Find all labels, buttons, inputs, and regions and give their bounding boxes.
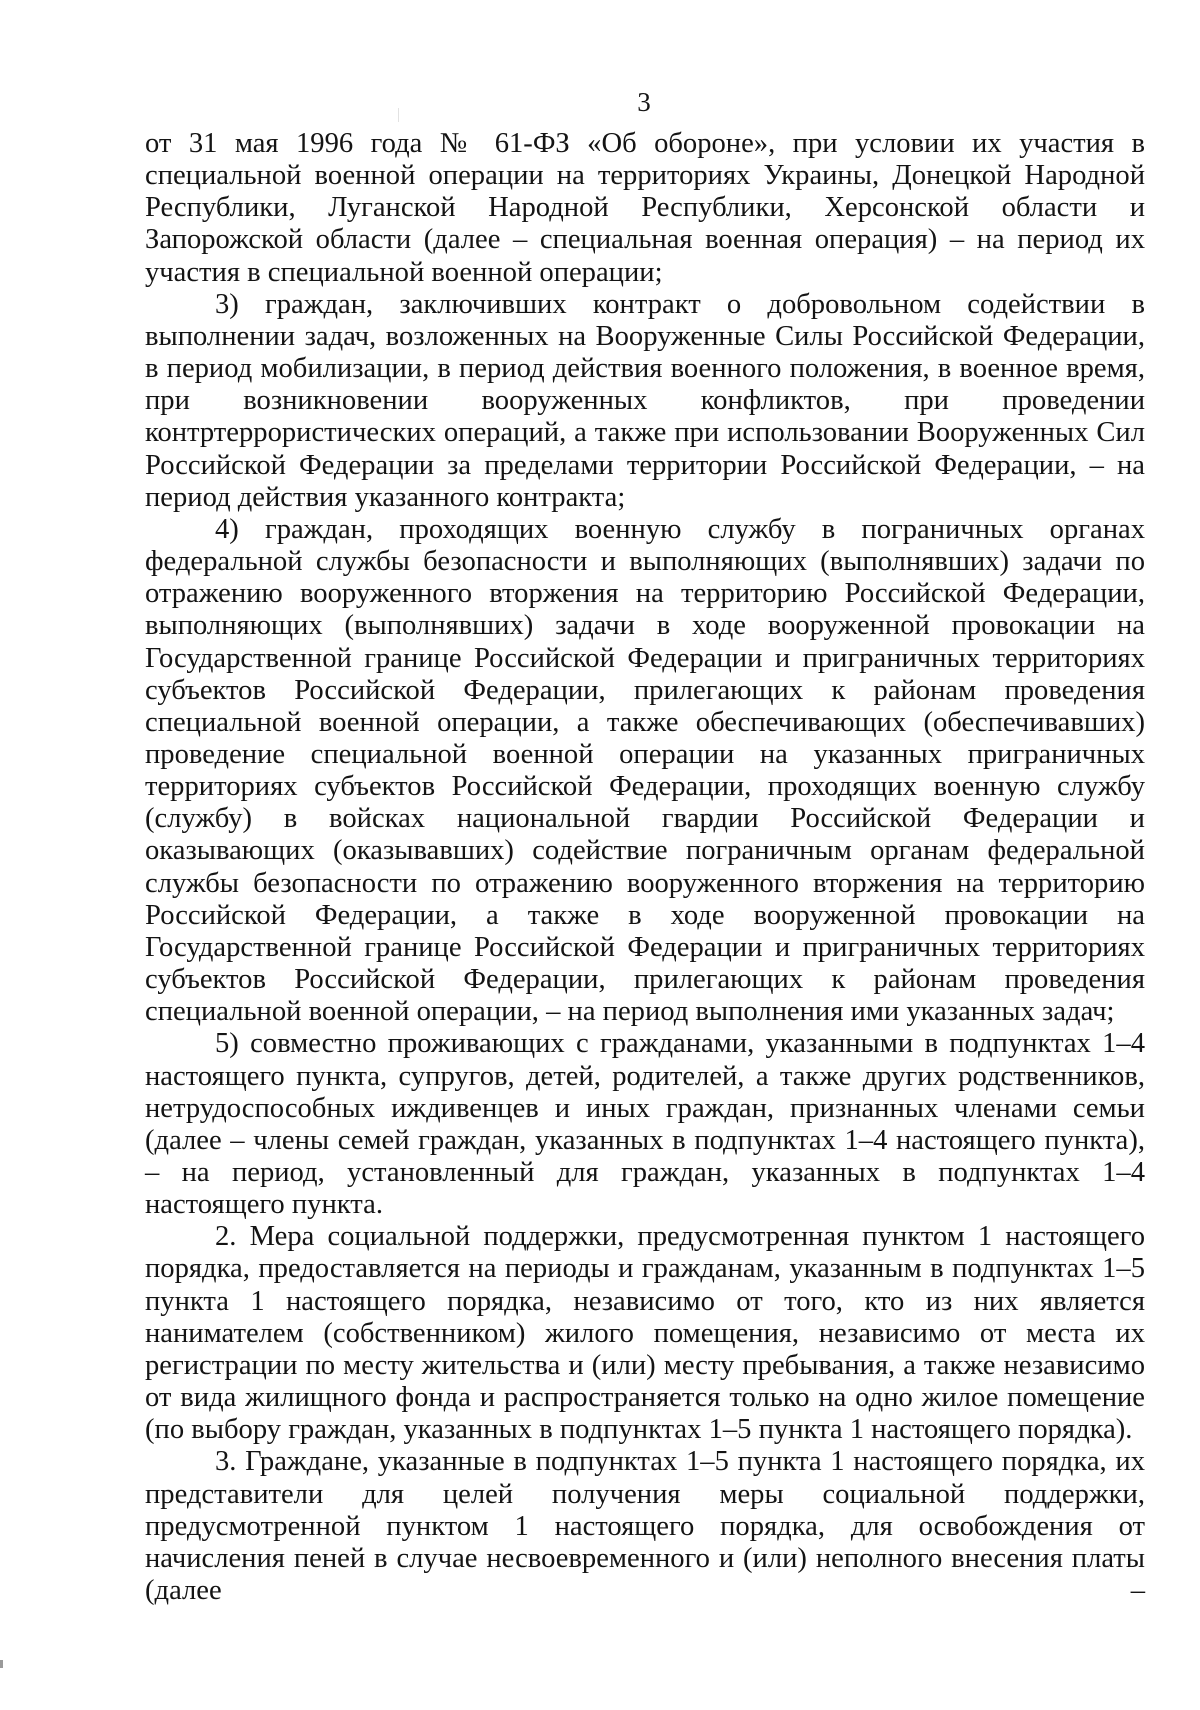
- paragraph-subitem-3: 3) граждан, заключивших контракт о добровольном содействии в выполнении задач, возложенных на Вооруженные Силы Российской Федерации, в период мобилизации, в период действия военного положения, в военное время, при возникновении вооруженных конфликтов, при проведении контртеррористических операций, а также при использовании Вооруженных Сил Российской Федерации за пределами территории Российской Федерации, – на период действия указанного контракта;: [145, 288, 1145, 513]
- page-number: 3: [637, 87, 651, 117]
- paragraph-continuation: от 31 мая 1996 года № 61-ФЗ «Об обороне», при условии их участия в специальной военной операции на территориях Украины, Донецкой Народной Республики, Луганской Народной Республики, Херсонской области и Запорожской области (далее – специальная военная операция) – на период их участия в специальной военной операции;: [145, 128, 1145, 288]
- paragraph-subitem-5: 5) совместно проживающих с гражданами, указанными в подпунктах 1–4 настоящего пункта, супругов, детей, родителей, а также других родственников, нетрудоспособных иждивенцев и иных граждан, признанных членами семьи (далее – члены семей граждан, указанных в подпунктах 1–4 настоящего пункта), – на период, установленный для граждан, указанных в подпунктах 1–4 настоящего пункта.: [145, 1028, 1145, 1221]
- paragraph-subitem-4: 4) граждан, проходящих военную службу в пограничных органах федеральной службы безопасности и выполняющих (выполнявших) задачи по отражению вооруженного вторжения на территорию Российской Федерации, выполняющих (выполнявших) задачи в ходе вооруженной провокации на Государственной границе Российской Федерации и приграничных территориях субъектов Российской Федерации, прилегающих к районам проведения специальной военной операции, а также обеспечивающих (обеспечивавших) проведение специальной военной операции на указанных приграничных территориях субъектов Российской Федерации, проходящих военную службу (службу) в войсках национальной гвардии Российской Федерации и оказывающих (оказывавших) содействие пограничным органам федеральной службы безопасности по отражению вооруженного вторжения на территорию Российской Федерации, а также в ходе вооруженной провокации на Государственной границе Российской Федерации и приграничных территориях субъектов Российской Федерации, прилегающих к районам проведения специальной военной операции, – на период выполнения ими указанных задач;: [145, 513, 1145, 1028]
- scan-edge-mark: [0, 1660, 3, 1668]
- document-body: [145, 128, 1145, 1607]
- paragraph-item-2: 2. Мера социальной поддержки, предусмотренная пунктом 1 настоящего порядка, предоставляется на периоды и гражданам, указанным в подпунктах 1–5 пункта 1 настоящего порядка, независимо от того, кто из них является нанимателем (собственником) жилого помещения, независимо от места их регистрации по месту жительства и (или) месту пребывания, а также независимо от вида жилищного фонда и распространяется только на одно жилое помещение (по выбору граждан, указанных в подпунктах 1–5 пункта 1 настоящего порядка).: [145, 1221, 1145, 1446]
- paragraph-item-3: 3. Граждане, указанные в подпунктах 1–5 пункта 1 настоящего порядка, их представители для целей получения меры социальной поддержки, предусмотренной пунктом 1 настоящего порядка, для освобождения от начисления пеней в случае несвоевременного и (или) неполного внесения платы (далее –: [145, 1446, 1145, 1607]
